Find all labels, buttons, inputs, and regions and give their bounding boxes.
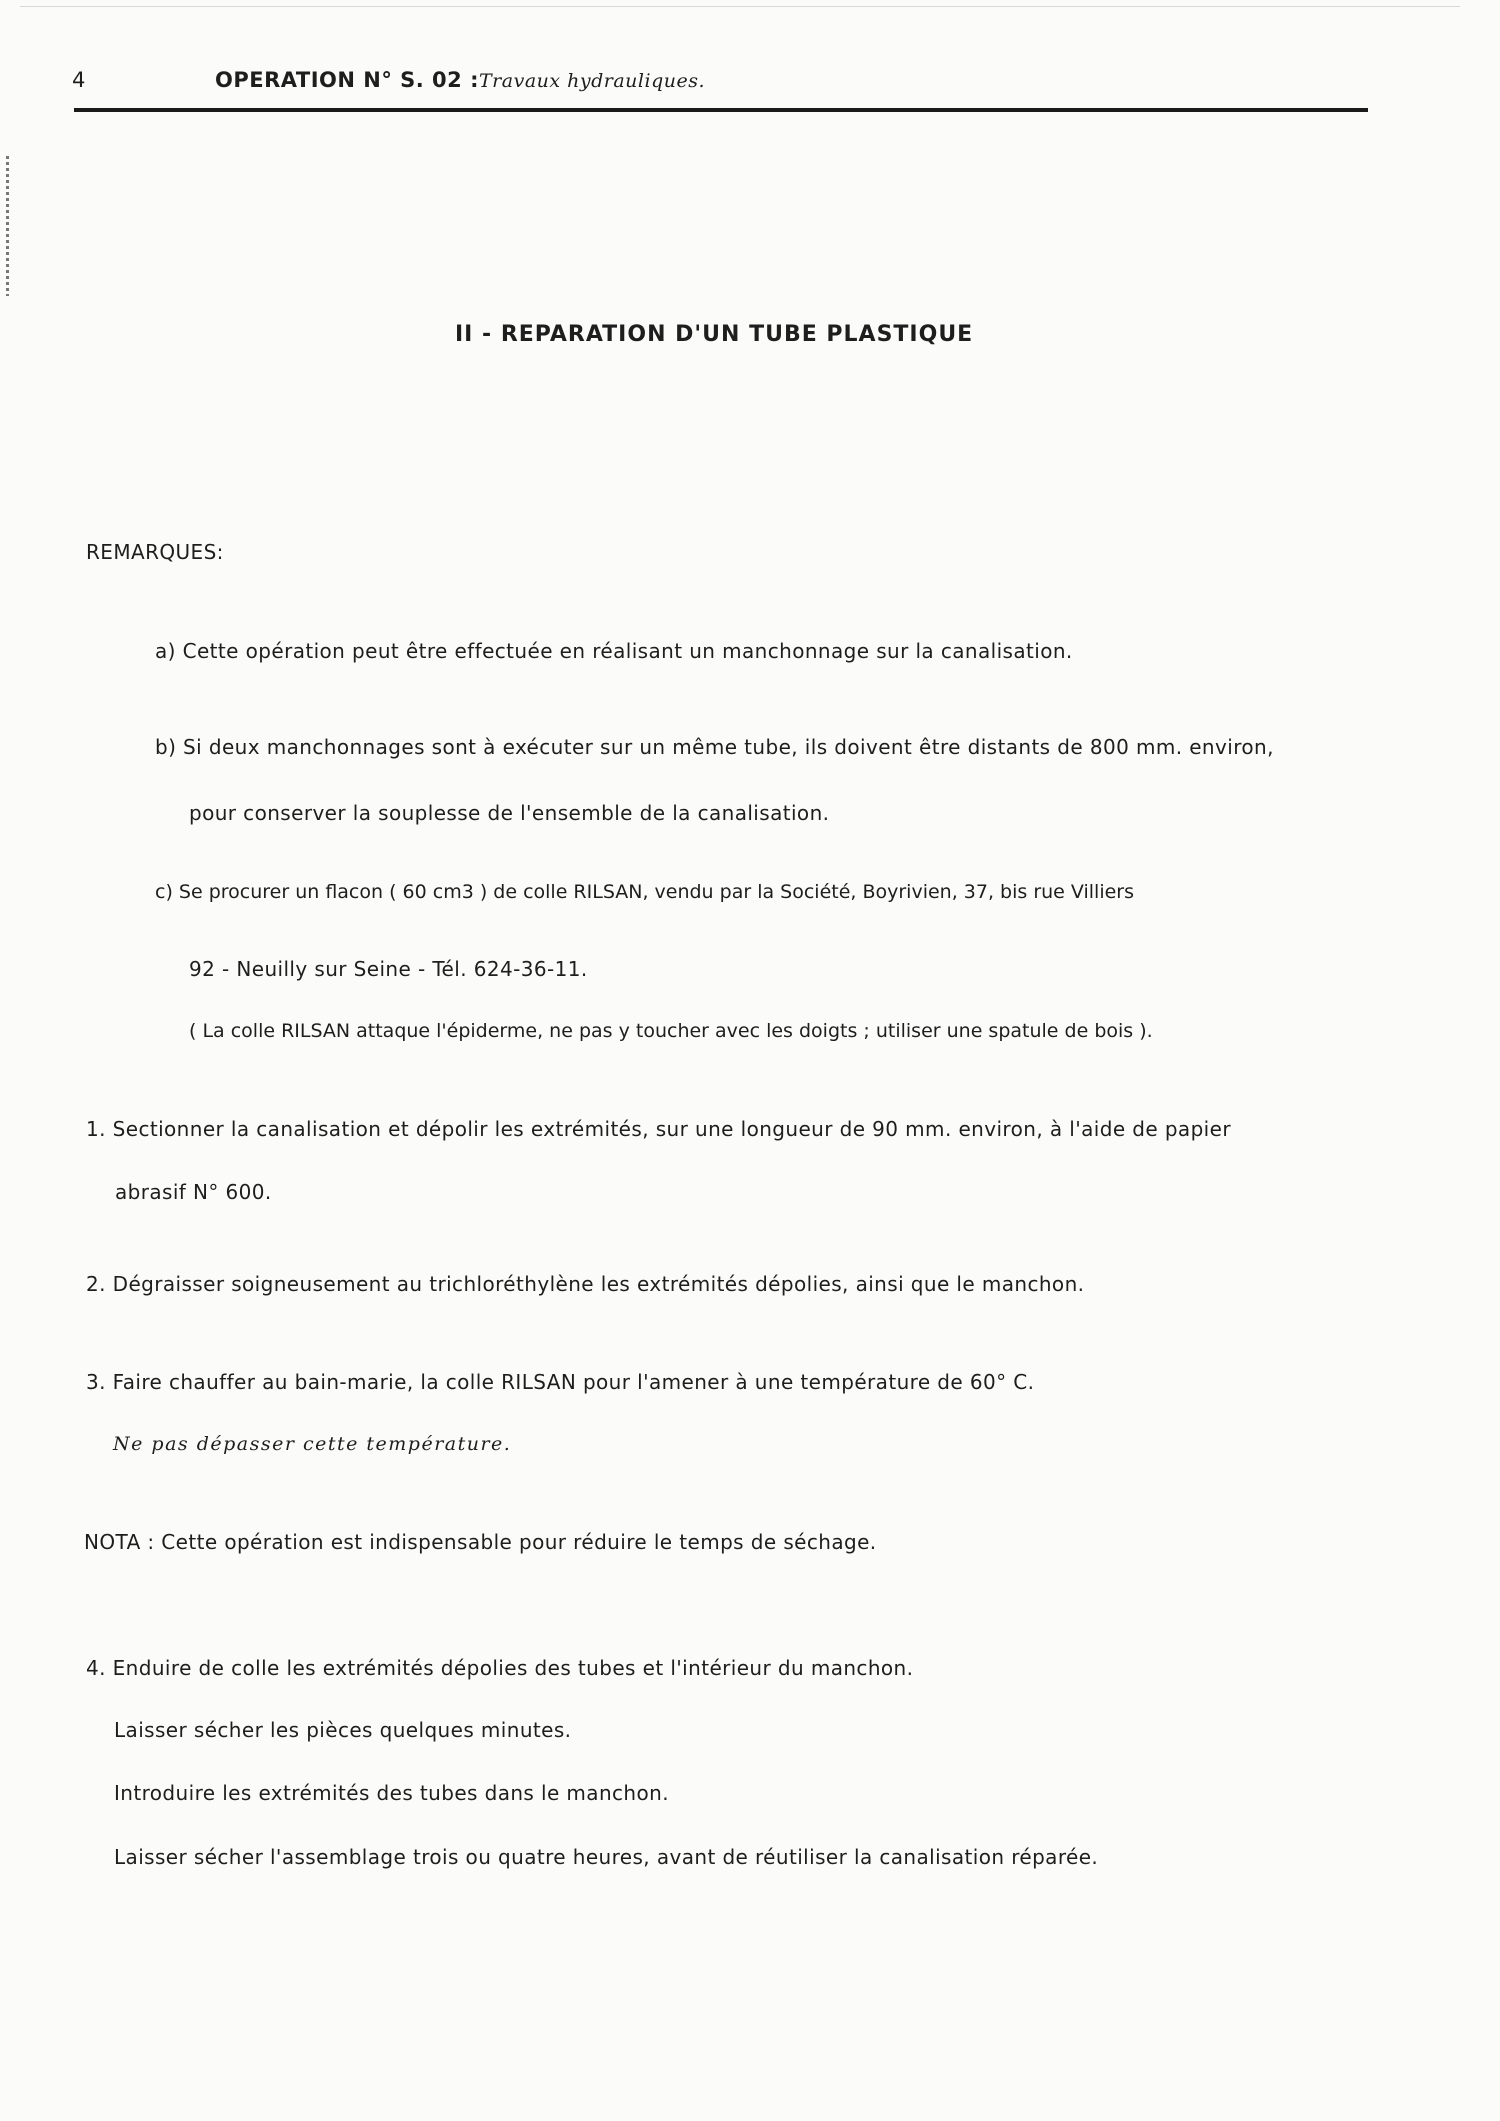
step-1-line1: 1. Sectionner la canalisation et dépolir les extrémités, sur une longueur de 90 mm. environ, à l'aide de papier: [86, 1117, 1231, 1141]
operation-label: OPERATION N° S. 02 :: [215, 68, 479, 92]
remarks-heading: REMARQUES:: [86, 540, 224, 564]
remark-c-line2: 92 - Neuilly sur Seine - Tél. 624-36-11.: [189, 957, 588, 981]
step-4-line1: 4. Enduire de colle les extrémités dépolies des tubes et l'intérieur du manchon.: [86, 1656, 914, 1680]
step-1-line2: abrasif N° 600.: [115, 1180, 272, 1204]
remark-c-line1: c) Se procurer un flacon ( 60 cm3 ) de colle RILSAN, vendu par la Société, Boyrivien, 37, bis rue Villiers: [155, 881, 1135, 903]
step-4-line4: Laisser sécher l'assemblage trois ou quatre heures, avant de réutiliser la canalisation réparée.: [114, 1845, 1099, 1869]
step-4-line3: Introduire les extrémités des tubes dans le manchon.: [114, 1781, 669, 1805]
step-4-line2: Laisser sécher les pièces quelques minutes.: [114, 1718, 572, 1742]
remark-b-line1: b) Si deux manchonnages sont à exécuter sur un même tube, ils doivent être distants de 800 mm. environ,: [155, 735, 1274, 759]
nota: NOTA : Cette opération est indispensable pour réduire le temps de séchage.: [84, 1530, 877, 1554]
step-3: 3. Faire chauffer au bain-marie, la colle RILSAN pour l'amener à une température de 60° C.: [86, 1370, 1035, 1394]
remark-a: a) Cette opération peut être effectuée en réalisant un manchonnage sur la canalisation.: [155, 639, 1073, 663]
scan-margin-mark: [6, 156, 9, 296]
remark-b-line2: pour conserver la souplesse de l'ensemble de la canalisation.: [189, 801, 830, 825]
header-rule: [74, 108, 1368, 112]
section-title: II - REPARATION D'UN TUBE PLASTIQUE: [455, 322, 974, 347]
operation-title: [215, 68, 705, 92]
remark-c-line3: ( La colle RILSAN attaque l'épiderme, ne pas y toucher avec les doigts ; utiliser une spatule de bois ).: [189, 1020, 1153, 1042]
page-number: 4: [72, 68, 86, 92]
scan-top-rule: [20, 6, 1460, 7]
step-2: 2. Dégraisser soigneusement au trichloréthylène les extrémités dépolies, ainsi que le manchon.: [86, 1272, 1085, 1296]
step-3-note: Ne pas dépasser cette température.: [113, 1433, 512, 1455]
operation-subtitle: Travaux hydrauliques.: [479, 70, 706, 92]
